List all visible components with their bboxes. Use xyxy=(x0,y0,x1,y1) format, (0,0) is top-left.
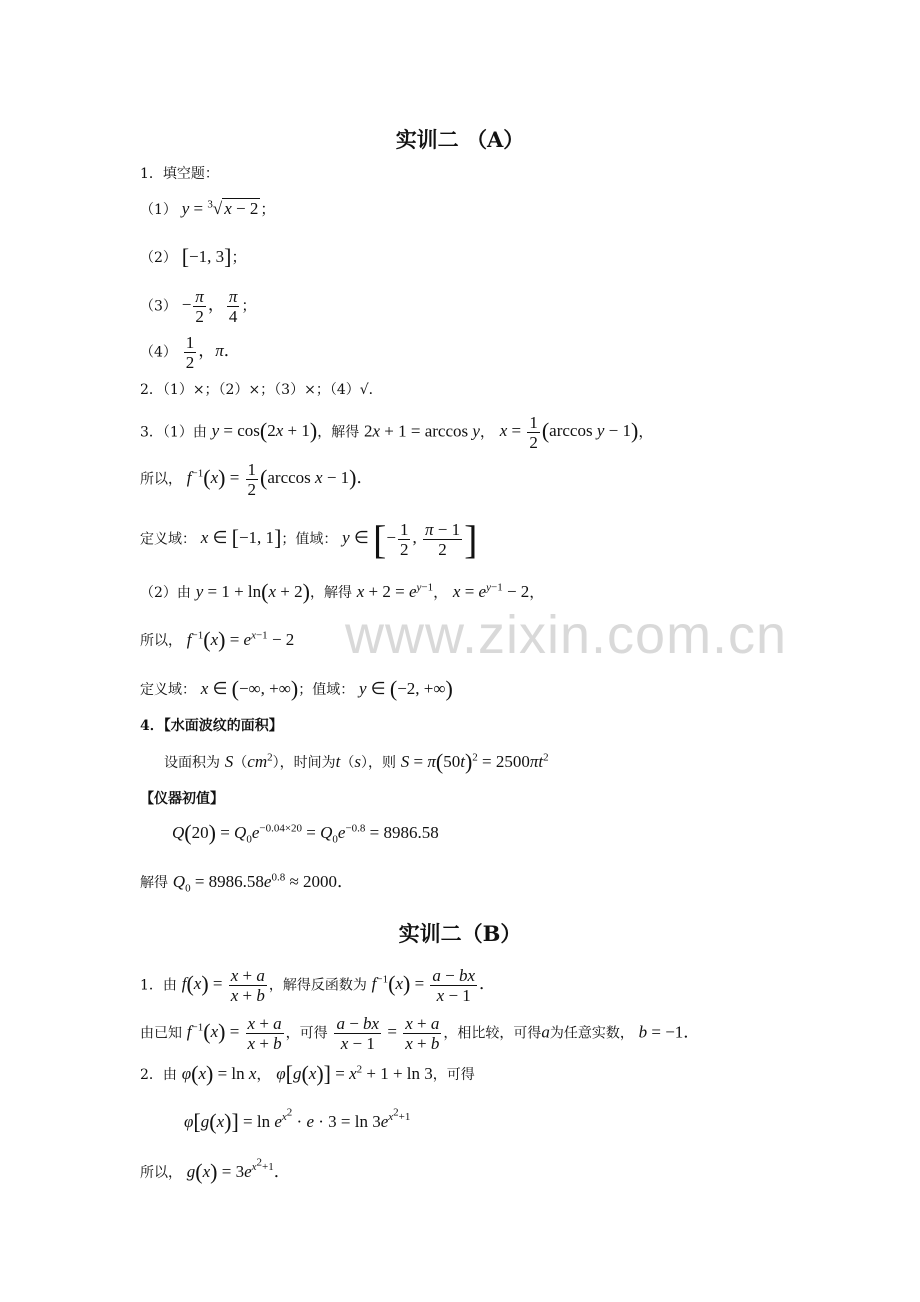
s1-item3: （3） − $\frac{\pi}{2}$ ， $\frac{\pi}{4}$ ； xyxy=(140,287,257,326)
s4-formula: $Q(20) = Q_0e^{-0.04\times 20} = Q_0e^{-0.8} = 8986.58$ xyxy=(172,820,439,846)
watermark: www.zixin.com.cn xyxy=(345,605,788,665)
s3-line2: 所以， $f^{-1}(x)$ = $\frac{1}{2}$ (arccos x − 1)． xyxy=(140,460,374,499)
b2-so: 所以， $g(x) = 3e^{x^2+1}$． xyxy=(140,1156,291,1184)
s3-line4: （2）由 y = 1 + ln(x + 2)，解得 $x + 2 = e^{y-1}$， $x = e^{y-1} - 2$， xyxy=(140,579,545,604)
b1-line1: 1．由 f(x) = $\frac{x + a}{x + b}$ ，解得反函数为 $f^{-1}(x)$ = $\frac{a - bx}{x - 1}$ ． xyxy=(140,966,497,1005)
s3-line6: 定义域： x ∈ (−∞, +∞)；值域： y ∈ (−2, +∞) xyxy=(140,676,453,701)
s4-line1: 设面积为 $S(cm^2)$，时间为t（s），则 $S = \pi(50t)^2 = 2500\pi t^2$ xyxy=(164,749,549,774)
s1-item4: （4） $\frac{1}{2}$ ，π． xyxy=(140,333,241,372)
s1-item2: （2） [−1, 3]； xyxy=(140,244,247,269)
s4-head2: 【仪器初值】 xyxy=(140,791,224,807)
s3-line1: 3．（1）由 y = cos(2x + 1)，解得 2x + 1 = arccos y， x = $\frac{1}{2}$ (arccos y − 1)， xyxy=(140,413,654,452)
b1-line2: 由已知 $f^{-1}(x)$ = $\frac{x + a}{x + b}$ ，可得 $\frac{a - bx}{x - 1}$ = $\frac{x + a}{x + b}$ ，相比较，可得a为任意实数， b = −1． xyxy=(140,1014,701,1053)
s3-line3: 定义域： x ∈ [−1, 1]；值域： y ∈ [− $\frac{1}{2}$ , $\frac{\pi - 1}{2}$ ] xyxy=(140,517,478,563)
s2-line: 2．（1）×；（2）×；（3）×；（4）√． xyxy=(140,382,383,398)
b2-formula: $\varphi[g(x)] = \ln e^{x^2} \cdot e \cdot 3 = \ln 3e^{x^2+1}$ xyxy=(184,1106,411,1134)
b2-line1: 2．由 φ(x) = ln x， $\varphi[g(x)] = x^2 + 1 + \ln 3$，可得 xyxy=(140,1061,475,1086)
s1-item1: （1） y = $^3$√ x − 2 ； xyxy=(140,198,276,218)
s1-head: 1．填空题： xyxy=(140,166,219,182)
title-a: 实训二 （A） xyxy=(395,127,525,152)
s4-head1: 4．【水面波纹的面积】 xyxy=(140,718,283,734)
s4-solve: 解得 $Q_0 = 8986.58e^{0.8} \approx 2000$． xyxy=(140,871,355,895)
title-b: 实训二（B） xyxy=(398,921,522,946)
s3-line5: 所以， $f^{-1}(x) = e^{x-1} - 2$ xyxy=(140,627,295,652)
